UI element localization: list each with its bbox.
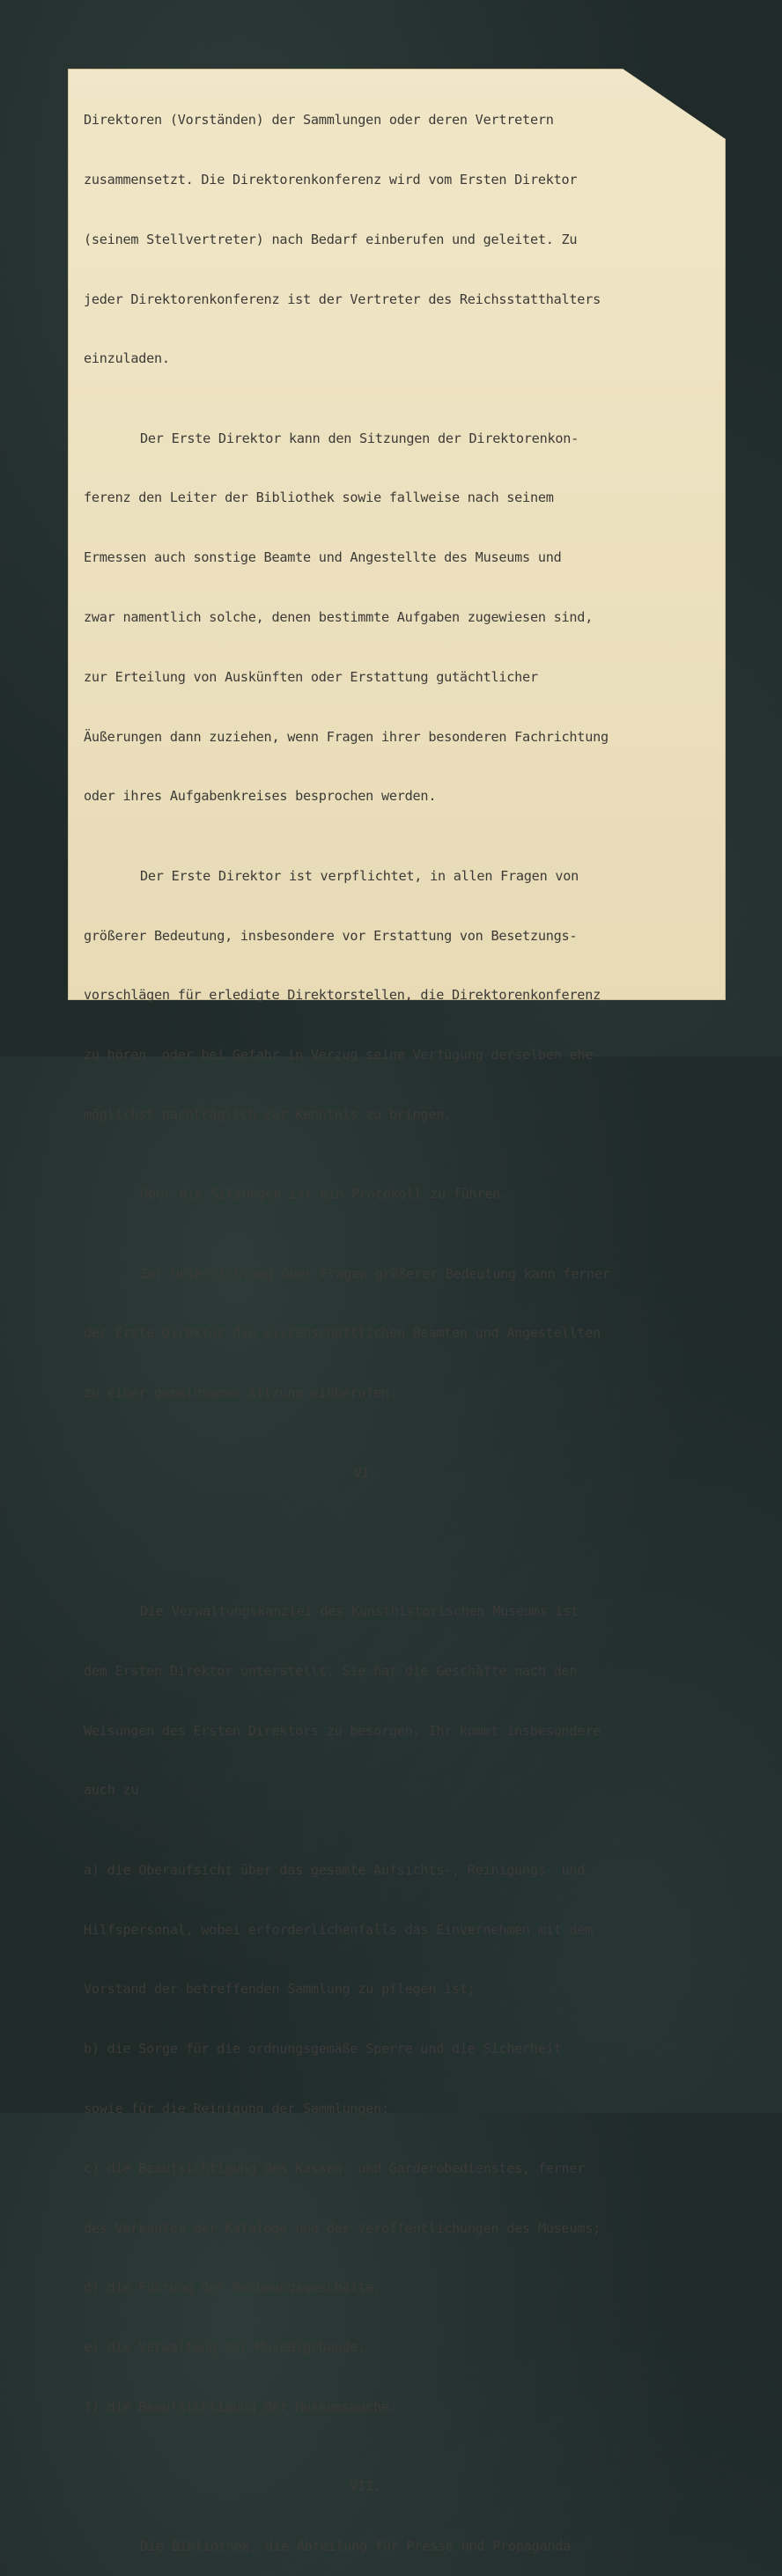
text-line: Die Verwaltungskanzlei des Kunsthistorischen Museums ist [140,1603,579,1620]
text-line: Der Erste Direktor kann den Sitzungen der Direktorenkon- [140,430,579,446]
text-line: zu einer gemeinsamen Sitzung einberufen. [84,1385,397,1402]
text-line: einzuladen. [84,350,170,367]
text-line: zwar namentlich solche, denen bestimmte Aufgaben zugewiesen sind, [84,609,594,626]
list-item: Hilfspersonal, wobei erforderlichenfalls das Einvernehmen mit dem [84,1921,594,1938]
text-line: Ermessen auch sonstige Beamte und Angestellte des Museums und [84,549,562,566]
text-line: Die Bibliothek, die Abteilung für Presse und Propaganda [140,2538,572,2555]
text-line: Direktoren (Vorständen) der Sammlungen oder deren Vertretern [84,112,554,129]
list-item: e) die Verwaltung der Musealgebäude, [84,2339,366,2356]
text-line: Der Erste Direktor ist verpflichtet, in allen Fragen von [140,867,579,884]
list-item: Vorstand der betreffenden Sammlung zu pflegen ist; [84,1981,476,1998]
text-line: der Erste Direktor die wissenschaftlichen Beamten und Angestellten [84,1325,601,1342]
section-heading-vii: VII. [350,2478,381,2495]
typed-text-body [84,70,647,2576]
text-line: oder ihres Aufgabenkreises besprochen werden. [84,788,437,805]
text-line: zur Erteilung von Auskünften oder Erstattung gutächtlicher [84,668,538,685]
text-line: Zur Unterrichtung über Fragen größerer Bedeutung kann ferner [140,1265,610,1282]
text-line: (seinem Stellvertreter) nach Bedarf einberufen und geleitet. Zu [84,231,578,247]
text-line: möglichst nachträglich zur Kenntnis zu bringen. [84,1106,453,1122]
text-line: vorschlägen für erledigte Direktorstellen, die Direktorenkonferenz [84,987,601,1004]
text-line: größerer Bedeutung, insbesondere vor Erstattung von Besetzungs- [84,927,578,944]
list-item: b) die Sorge für die ordnungsgemäße Sperre und die Sicherheit [84,2041,562,2057]
list-item: d) die Führung der Rechnungsgeschäfte, [84,2279,381,2296]
section-heading-vi: VI. [353,1464,378,1481]
text-line: dem Ersten Direktor unterstellt. Sie hat die Geschäfte nach den [84,1662,578,1679]
text-line: Äußerungen dann zuziehen, wenn Fragen ihrer besonderen Fachrichtung [84,728,609,745]
text-line: Über die Sitzungen ist ein Protokoll zu führen. [140,1186,509,1203]
list-item: sowie für die Reinigung der Sammlungen; [84,2100,389,2116]
text-line: zu hören oder bei Gefahr in Verzug seine Verfügung derselben ehe- [84,1047,601,1064]
text-line: zusammensetzt. Die Direktorenkonferenz wird vom Ersten Direktor [84,171,578,188]
list-item: a) die Oberaufsicht über das gesamte Aufsichts-, Reinigungs- und [84,1861,586,1878]
list-item: c) die Beaufsichtigung des Kassen- und Garderobedienstes, ferner [84,2160,586,2176]
list-item: des Verkaufes der Kataloge und der Veröffentlichungen des Museums; [84,2219,601,2236]
spacer [84,1522,647,1542]
list-item: f) die Beaufsichtigung der Museumswache. [84,2398,397,2415]
text-line: jeder Direktorenkonferenz ist der Vertreter des Reichsstatthalters [84,291,601,307]
text-line: auch zu [84,1782,139,1799]
text-line: ferenz den Leiter der Bibliothek sowie fallweise nach seinem [84,489,554,506]
text-line: Weisungen des Ersten Direktors zu besorgen. Ihr kommt insbesondere [84,1722,601,1739]
